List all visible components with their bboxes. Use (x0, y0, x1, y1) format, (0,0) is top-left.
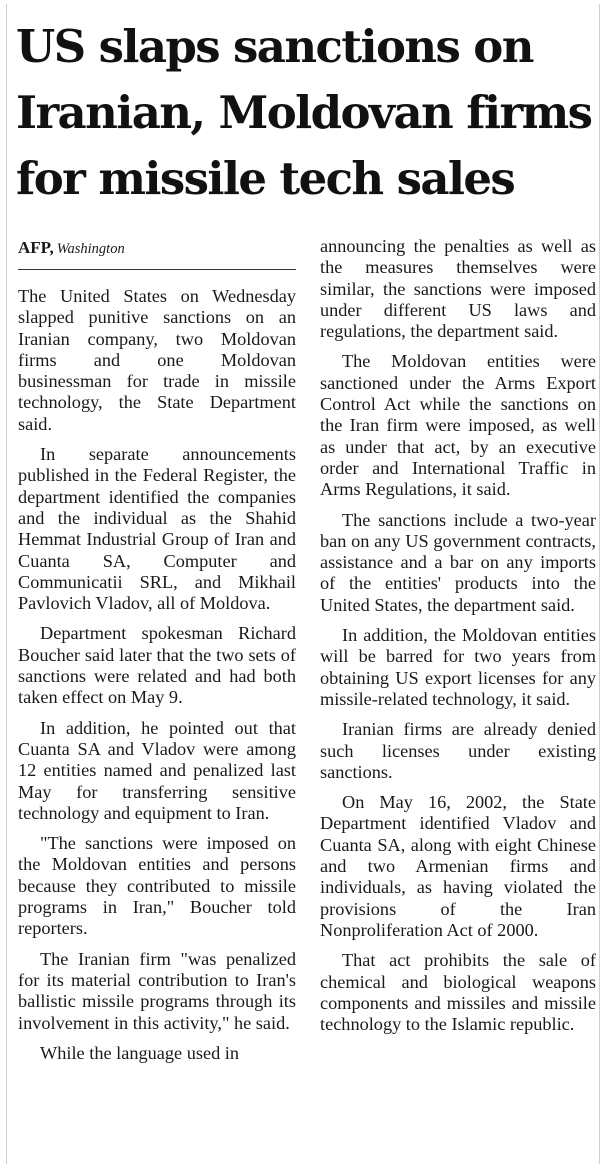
article-column-right (320, 236, 596, 1136)
article-paragraph: In separate announcements published in the Federal Register, the department identified the companies and the individual as the Shahid Hemmat Industrial Group of Iran and Cuanta SA, Computer and Communicatii SRL, and Mikhail Pavlovich Vladov, all of Moldova. (18, 444, 296, 614)
article-body (18, 236, 596, 1136)
headline-line-3: for missile tech sales (16, 152, 515, 205)
article-paragraph: On May 16, 2002, the State Department identified Vladov and Cuanta SA, along with eight Chinese and two Armenian firms and individuals, as having violated the provisions of the Iran Nonproliferation Act of 2000. (320, 792, 596, 940)
article-paragraph: Department spokesman Richard Boucher said later that the two sets of sanctions were related and had both taken effect on May 9. (18, 623, 296, 708)
article-paragraph: The sanctions include a two-year ban on any US government contracts, assistance and a bar on any imports of the entities' products into the United States, the department said. (320, 509, 596, 615)
article-paragraph: The Iranian firm "was penalized for its material contribution to Iran's ballistic missile programs through its involvement in this activity," he said. (18, 948, 296, 1033)
article-column-left (18, 236, 296, 1136)
article-paragraph-continued: announcing the penalties as well as the measures themselves were similar, the sanctions were imposed under different US laws and regulations, the department said. (320, 236, 596, 342)
article-paragraph: The United States on Wednesday slapped punitive sanctions on an Iranian company, two Moldovan firms and one Moldovan businessman for trade in missile technology, the State Department said. (18, 286, 296, 434)
article-paragraph: In addition, he pointed out that Cuanta SA and Vladov were among 12 entities named and penalized last May for transferring sensitive technology and equipment to Iran. (18, 717, 296, 823)
byline-agency: AFP, (18, 238, 54, 257)
article-paragraph: In addition, the Moldovan entities will be barred for two years from obtaining US export licenses for any missile-related technology, it said. (320, 625, 596, 709)
article-paragraph: The Moldovan entities were sanctioned under the Arms Export Control Act while the sanctions on the Iran firm were imposed, as well as under that act, by an executive order and International Traffic in Arms Regulations, it said. (320, 351, 596, 500)
article-paragraph: Iranian firms are already denied such licenses under existing sanctions. (320, 719, 596, 782)
article-paragraph: That act prohibits the sale of chemical and biological weapons components and missiles and missile technology to the Islamic republic. (320, 950, 596, 1035)
headline-line-1: US slaps sanctions on (16, 20, 533, 73)
headline (16, 14, 596, 212)
byline-place: Washington (56, 241, 125, 257)
article-paragraph: "The sanctions were imposed on the Moldovan entities and persons because they contributed to missile programs in Iran," Boucher told reporters. (18, 833, 296, 939)
byline (18, 236, 296, 270)
article-paragraph-start: While the language used in (40, 1042, 239, 1063)
headline-line-2: Iranian, Moldovan firms (16, 86, 592, 139)
